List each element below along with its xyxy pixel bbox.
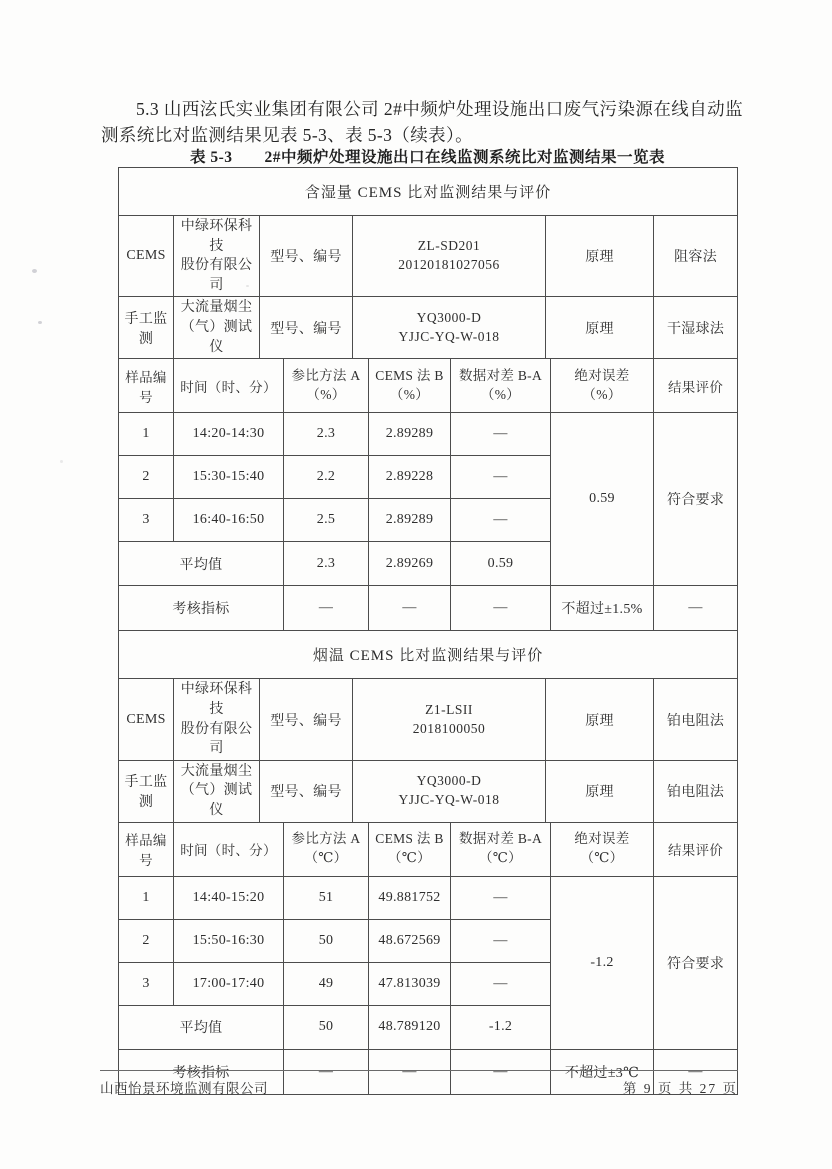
- cell-principle-label: 原理: [546, 297, 654, 359]
- cell-cems-value: 2.89228: [369, 456, 451, 499]
- cell-average-cems: 48.789120: [369, 1005, 451, 1049]
- cell-diff-value: —: [451, 499, 551, 542]
- org-line1: 中绿环保科技: [180, 219, 253, 254]
- model-line: Z1-LSII: [425, 701, 473, 717]
- cell-model-label: 型号、编号: [260, 679, 353, 760]
- unit-label: （%）: [306, 386, 346, 402]
- cell-cems-label: CEMS: [119, 216, 174, 297]
- cell-diff-value: —: [451, 962, 551, 1005]
- unit-label: （℃）: [387, 850, 431, 866]
- cell-assess-cems: —: [369, 1049, 451, 1094]
- cell-average-ref: 2.3: [284, 542, 369, 586]
- cell-model-label: 型号、编号: [260, 297, 353, 359]
- serial-line: YJJC-YQ-W-018: [398, 328, 500, 344]
- section-title: 烟温 CEMS 比对监测结果与评价: [119, 631, 738, 679]
- cell-model-serial: [353, 297, 546, 359]
- unit-label: （℃）: [478, 850, 522, 866]
- cell-average-cems: 2.89269: [369, 542, 451, 586]
- model-line: YQ3000-D: [416, 773, 482, 789]
- col-header-abs-error: 绝对误差 （%）: [551, 359, 654, 413]
- cell-sample-no: 2: [119, 919, 174, 962]
- cell-manual-label: 手工监测: [119, 760, 174, 822]
- cell-time: 16:40-16:50: [174, 499, 284, 542]
- serial-line: 2018100050: [412, 720, 486, 736]
- table-row: [119, 413, 738, 456]
- cell-abs-error-merged: 0.59: [551, 413, 654, 586]
- model-line: ZL-SD201: [417, 238, 481, 254]
- cell-cems-value: 47.813039: [369, 962, 451, 1005]
- scan-speck: [32, 269, 37, 273]
- org-line1: 大流量烟尘: [180, 763, 253, 779]
- cell-result-merged: 符合要求: [654, 413, 738, 586]
- cell-principle: 阻容法: [654, 216, 738, 297]
- cell-cems-value: 49.881752: [369, 876, 451, 919]
- cell-cems-value: 2.89289: [369, 499, 451, 542]
- cell-sample-no: 2: [119, 456, 174, 499]
- table-row: [119, 631, 738, 679]
- col-header-result: 结果评价: [654, 822, 738, 876]
- cell-sample-no: 1: [119, 876, 174, 919]
- cell-model-serial: [353, 679, 546, 760]
- cell-diff-value: —: [451, 876, 551, 919]
- org-line2: （气）测试仪: [180, 320, 253, 355]
- footer-divider: [100, 1070, 738, 1071]
- cell-principle-label: 原理: [546, 216, 654, 297]
- cell-average-ref: 50: [284, 1005, 369, 1049]
- unit-label: （%）: [582, 386, 622, 402]
- col-header-cems: CEMS 法 B （%）: [369, 359, 451, 413]
- col-header-result: 结果评价: [654, 359, 738, 413]
- cell-model-serial: [353, 216, 546, 297]
- page-footer: [100, 1077, 738, 1097]
- serial-line: YJJC-YQ-W-018: [398, 792, 500, 808]
- footer-company: 山西怡景环境监测有限公司: [100, 1081, 268, 1096]
- unit-label: （℃）: [304, 850, 348, 866]
- unit-label: （%）: [389, 386, 430, 402]
- table-row: [119, 216, 738, 297]
- cell-sample-no: 3: [119, 499, 174, 542]
- footer-page-number: 第 9 页 共 27 页: [622, 1081, 738, 1096]
- col-header-ref: 参比方法 A （℃）: [284, 822, 369, 876]
- cell-ref-value: 2.2: [284, 456, 369, 499]
- cell-assess-result: —: [654, 586, 738, 631]
- cell-time: 17:00-17:40: [174, 962, 284, 1005]
- cell-assess-diff: —: [451, 1049, 551, 1094]
- cell-sample-no: 1: [119, 413, 174, 456]
- cell-model-serial: [353, 760, 546, 822]
- cell-principle: 铂电阻法: [654, 679, 738, 760]
- unit-label: （%）: [480, 386, 521, 402]
- comparison-results-table: [118, 167, 738, 1095]
- cell-ref-value: 2.5: [284, 499, 369, 542]
- cell-model-label: 型号、编号: [260, 760, 353, 822]
- cell-assess-label: 考核指标: [119, 1049, 284, 1094]
- table-header-row: [119, 359, 738, 413]
- org-line2: 股份有限公司: [180, 721, 253, 757]
- cell-diff-value: —: [451, 456, 551, 499]
- col-header-sample: 样品编号: [119, 822, 174, 876]
- table-row: [119, 168, 738, 216]
- table-caption: 表 5-3 2#中频炉处理设施出口在线监测系统比对监测结果一览表: [189, 149, 666, 166]
- intro-paragraph: 5.3 山西泫氏实业集团有限公司 2#中频炉处理设施出口废气污染源在线自动监测系统比对监测结果见表 5-3、表 5-3（续表）。: [101, 99, 743, 146]
- cell-principle: 铂电阻法: [654, 760, 738, 822]
- cell-sample-no: 3: [119, 962, 174, 1005]
- org-line2: 股份有限公司: [180, 258, 253, 293]
- cell-assess-cems: —: [369, 586, 451, 631]
- cell-assess-limit: 不超过±1.5%: [551, 586, 654, 631]
- col-header-time: 时间（时、分）: [174, 359, 284, 413]
- cell-model-label: 型号、编号: [260, 216, 353, 297]
- scan-speck: [246, 285, 249, 287]
- col-header-diff: 数据对差 B-A （%）: [451, 359, 551, 413]
- cell-time: 15:30-15:40: [174, 456, 284, 499]
- col-header-diff: 数据对差 B-A （℃）: [451, 822, 551, 876]
- cell-assess-result: —: [654, 1049, 738, 1094]
- cell-cems-value: 48.672569: [369, 919, 451, 962]
- cell-average-diff: -1.2: [451, 1005, 551, 1049]
- org-line1: 中绿环保科技: [180, 682, 253, 717]
- table-row: [119, 760, 738, 822]
- cell-time: 14:40-15:20: [174, 876, 284, 919]
- cell-average-label: 平均值: [119, 1005, 284, 1049]
- section-title: 含湿量 CEMS 比对监测结果与评价: [119, 168, 738, 216]
- org-line2: （气）测试仪: [180, 783, 253, 819]
- table-row: [119, 876, 738, 919]
- cell-org: [174, 679, 260, 760]
- col-header-sample: 样品编号: [119, 359, 174, 413]
- col-header-time: 时间（时、分）: [174, 822, 284, 876]
- scan-speck: [38, 321, 42, 324]
- cell-principle: 干湿球法: [654, 297, 738, 359]
- cell-org: [174, 297, 260, 359]
- cell-time: 15:50-16:30: [174, 919, 284, 962]
- scan-speck: [60, 460, 63, 463]
- serial-line: 20120181027056: [398, 257, 500, 273]
- col-header-ref: 参比方法 A （%）: [284, 359, 369, 413]
- table-row: [119, 679, 738, 760]
- table-row: [119, 297, 738, 359]
- cell-org: [174, 760, 260, 822]
- cell-assess-limit: 不超过±3℃: [551, 1049, 654, 1094]
- cell-manual-label: 手工监测: [119, 297, 174, 359]
- cell-result-merged: 符合要求: [654, 876, 738, 1049]
- cell-diff-value: —: [451, 413, 551, 456]
- cell-principle-label: 原理: [546, 760, 654, 822]
- cell-diff-value: —: [451, 919, 551, 962]
- cell-ref-value: 50: [284, 919, 369, 962]
- cell-assess-diff: —: [451, 586, 551, 631]
- cell-ref-value: 2.3: [284, 413, 369, 456]
- cell-assess-label: 考核指标: [119, 586, 284, 631]
- unit-label: （℃）: [580, 850, 624, 866]
- cell-principle-label: 原理: [546, 679, 654, 760]
- cell-cems-value: 2.89289: [369, 413, 451, 456]
- cell-ref-value: 51: [284, 876, 369, 919]
- cell-cems-label: CEMS: [119, 679, 174, 760]
- model-line: YQ3000-D: [416, 309, 482, 325]
- cell-average-label: 平均值: [119, 542, 284, 586]
- cell-assess-ref: —: [284, 586, 369, 631]
- assessment-row: [119, 586, 738, 631]
- cell-average-diff: 0.59: [451, 542, 551, 586]
- cell-ref-value: 49: [284, 962, 369, 1005]
- table-header-row: [119, 822, 738, 876]
- col-header-cems: CEMS 法 B （℃）: [369, 822, 451, 876]
- org-line1: 大流量烟尘: [180, 300, 253, 316]
- cell-time: 14:20-14:30: [174, 413, 284, 456]
- cell-abs-error-merged: -1.2: [551, 876, 654, 1049]
- col-header-abs-error: 绝对误差 （℃）: [551, 822, 654, 876]
- cell-assess-ref: —: [284, 1049, 369, 1094]
